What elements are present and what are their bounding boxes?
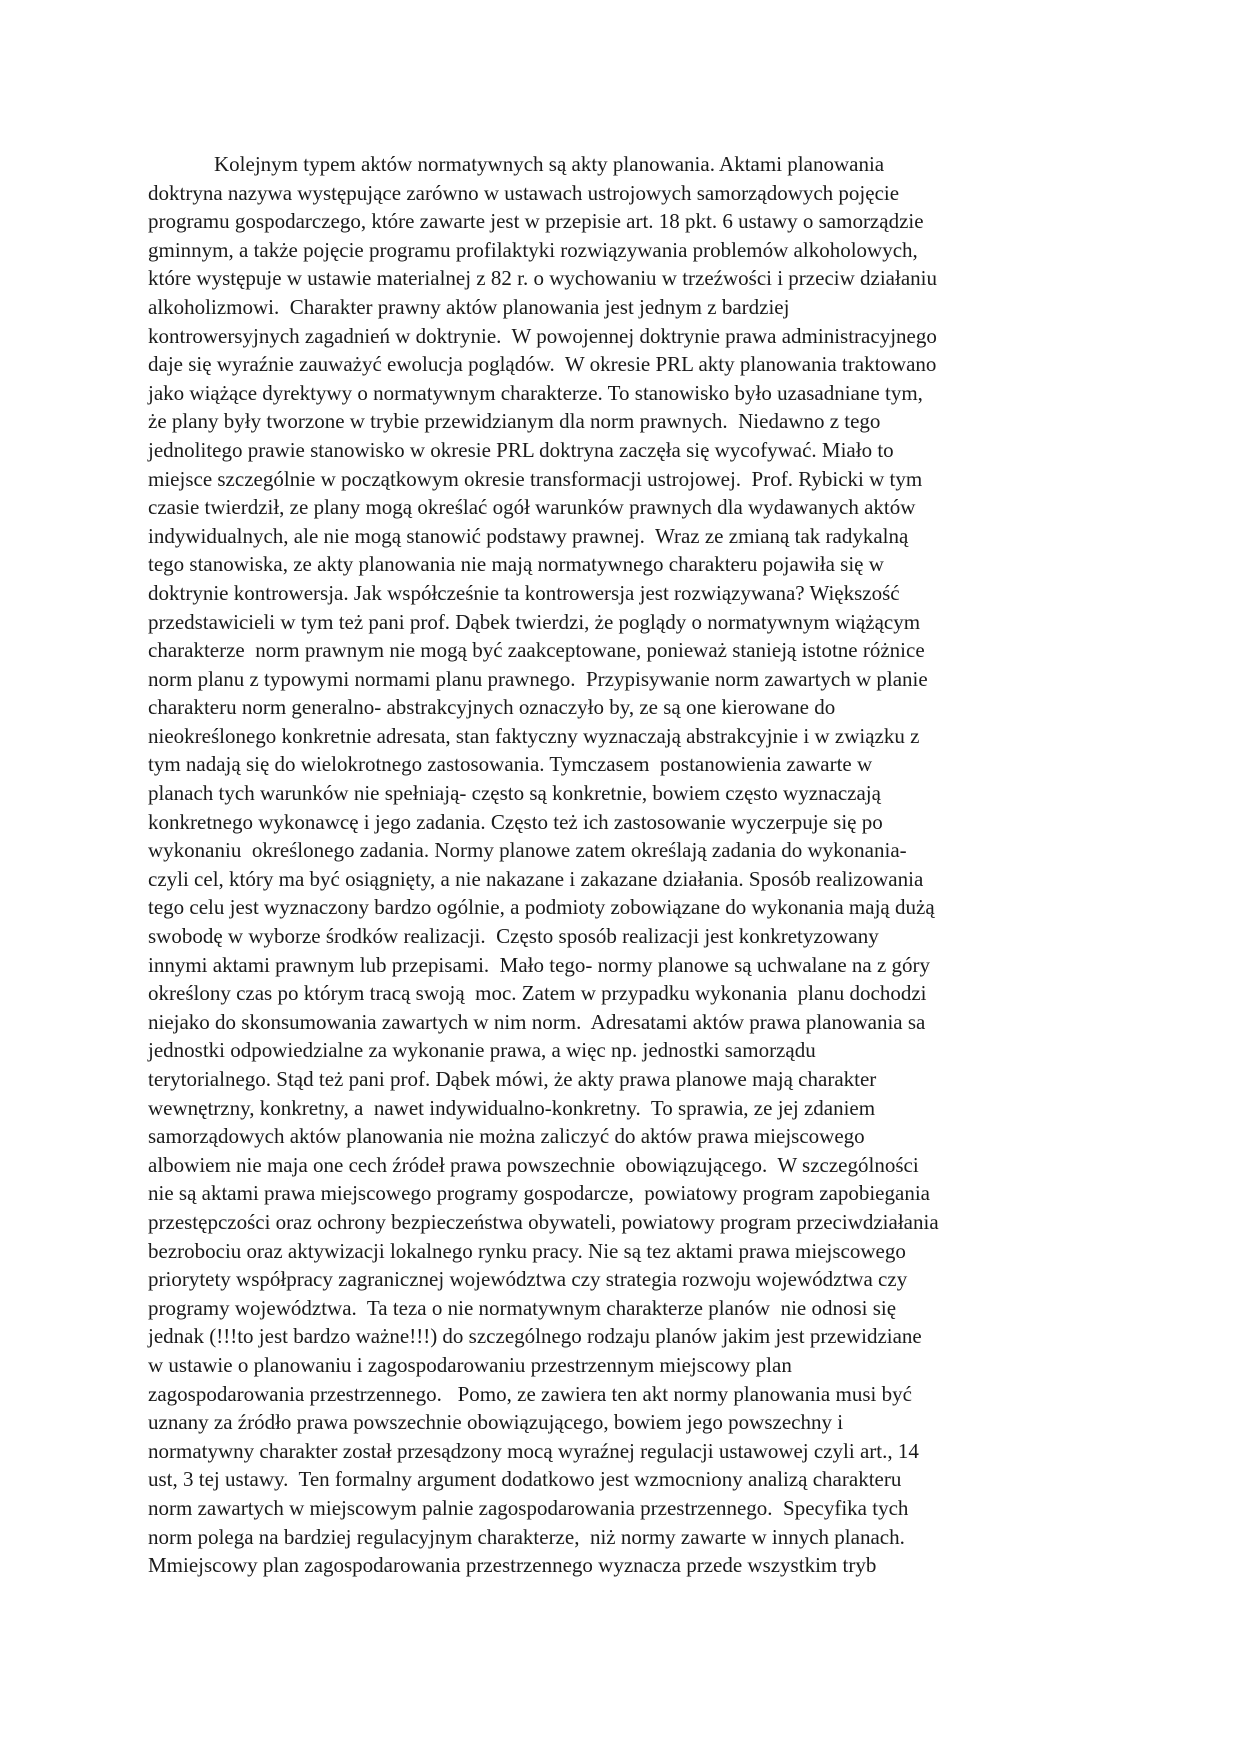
- text-line: miejsce szczególnie w początkowym okresie transformacji ustrojowej. Prof. Rybicki w tym: [148, 466, 923, 491]
- text-line: przestępczości oraz ochrony bezpieczeństwa obywateli, powiatowy program przeciwdziałania: [148, 1209, 939, 1234]
- text-line: programu gospodarczego, które zawarte jest w przepisie art. 18 pkt. 6 ustawy o samorządzie: [148, 209, 924, 234]
- text-line: jednostki odpowiedzialne za wykonanie prawa, a więc np. jednostki samorządu: [148, 1038, 816, 1063]
- text-line: nie są aktami prawa miejscowego programy gospodarcze, powiatowy program zapobiegania: [148, 1181, 930, 1206]
- text-line: innymi aktami prawnym lub przepisami. Mało tego- normy planowe są uchwalane na z góry: [148, 952, 931, 977]
- text-line: wewnętrzny, konkretny, a nawet indywidualno-konkretny. To sprawia, ze jej zdaniem: [148, 1095, 876, 1120]
- text-line: tego celu jest wyznaczony bardzo ogólnie, a podmioty zobowiązane do wykonania mają dużą: [148, 895, 935, 920]
- text-line: albowiem nie maja one cech źródeł prawa powszechnie obowiązującego. W szczególności: [148, 1152, 919, 1177]
- text-line: norm zawartych w miejscowym palnie zagospodarowania przestrzennego. Specyfika tych: [148, 1495, 909, 1520]
- text-line: doktrynie kontrowersja. Jak współcześnie ta kontrowersja jest rozwiązywana? Większość: [148, 580, 900, 605]
- text-line: tym nadają się do wielokrotnego zastosowania. Tymczasem postanowienia zawarte w: [148, 752, 873, 777]
- text-line: swobodę w wyborze środków realizacji. Często sposób realizacji jest konkretyzowany: [148, 924, 879, 949]
- text-line: daje się wyraźnie zauważyć ewolucja poglądów. W okresie PRL akty planowania traktowano: [148, 352, 937, 377]
- text-line: Kolejnym typem aktów normatywnych są akty planowania. Aktami planowania: [214, 152, 885, 176]
- text-line: priorytety współpracy zagranicznej województwa czy strategia rozwoju województwa czy: [148, 1267, 908, 1292]
- text-line: niejako do skonsumowania zawartych w nim norm. Adresatami aktów prawa planowania sa: [148, 1009, 926, 1034]
- text-line: norm planu z typowymi normami planu prawnego. Przypisywanie norm zawartych w planie: [148, 666, 928, 691]
- text-line: bezrobociu oraz aktywizacji lokalnego rynku pracy. Nie są tez aktami prawa miejscowego: [148, 1238, 906, 1263]
- text-line: gminnym, a także pojęcie programu profilaktyki rozwiązywania problemów alkoholowych,: [148, 237, 918, 262]
- text-line: charakterze norm prawnym nie mogą być zaakceptowane, ponieważ stanieją istotne różnice: [148, 638, 925, 663]
- text-line: które występuje w ustawie materialnej z 82 r. o wychowaniu w trzeźwości i przeciw działaniu: [148, 266, 937, 291]
- text-line: ust, 3 tej ustawy. Ten formalny argument dodatkowo jest wzmocniony analizą charakteru: [148, 1467, 902, 1492]
- text-line: zagospodarowania przestrzennego. Pomo, ze zawiera ten akt normy planowania musi być: [148, 1381, 912, 1406]
- text-line: charakteru norm generalno- abstrakcyjnych oznaczyło by, ze są one kierowane do: [148, 695, 836, 720]
- text-line: przedstawicieli w tym też pani prof. Dąbek twierdzi, że poglądy o normatywnym wiążącym: [148, 609, 921, 634]
- text-line: Mmiejscowy plan zagospodarowania przestrzennego wyznacza przede wszystkim tryb: [148, 1553, 877, 1578]
- text-line: norm polega na bardziej regulacyjnym charakterze, niż normy zawarte w innych planach.: [148, 1524, 905, 1549]
- text-line: tego stanowiska, ze akty planowania nie mają normatywnego charakteru pojawiła się w: [148, 552, 884, 577]
- text-line: określony czas po którym tracą swoją moc. Zatem w przypadku wykonania planu dochodzi: [148, 981, 927, 1006]
- text-line: terytorialnego. Stąd też pani prof. Dąbek mówi, że akty prawa planowe mają charakter: [148, 1067, 877, 1091]
- text-line: nieokreślonego konkretnie adresata, stan faktyczny wyznaczają abstrakcyjnie i w związku z: [148, 723, 920, 748]
- text-line: jednolitego prawie stanowisko w okresie PRL doktryna zaczęła się wycofywać. Miało to: [148, 437, 894, 462]
- text-line: normatywny charakter został przesądzony mocą wyraźnej regulacji ustawowej czyli art., 14: [148, 1438, 919, 1463]
- text-line: w ustawie o planowaniu i zagospodarowaniu przestrzennym miejscowy plan: [148, 1352, 792, 1377]
- body-text: [148, 150, 1098, 1580]
- text-line: konkretnego wykonawcę i jego zadania. Często też ich zastosowanie wyczerpuje się po: [148, 809, 883, 834]
- text-line: wykonaniu określonego zadania. Normy planowe zatem określają zadania do wykonania-: [148, 838, 907, 863]
- text-line: doktryna nazywa występujące zarówno w ustawach ustrojowych samorządowych pojęcie: [148, 180, 900, 205]
- text-line: programy województwa. Ta teza o nie normatywnym charakterze planów nie odnosi się: [148, 1295, 897, 1320]
- text-line: jednak (!!!to jest bardzo ważne!!!) do szczególnego rodzaju planów jakim jest przewidziane: [148, 1324, 922, 1349]
- text-line: że plany były tworzone w trybie przewidzianym dla norm prawnych. Niedawno z tego: [148, 409, 881, 434]
- text-line: jako wiążące dyrektywy o normatywnym charakterze. To stanowisko było uzasadniane tym,: [148, 380, 923, 405]
- text-line: planach tych warunków nie spełniają- często są konkretnie, bowiem często wyznaczają: [148, 781, 881, 806]
- text-line: kontrowersyjnych zagadnień w doktrynie. W powojennej doktrynie prawa administracyjnego: [148, 323, 937, 348]
- text-line: czyli cel, który ma być osiągnięty, a nie nakazane i zakazane działania. Sposób realizowania: [148, 866, 924, 891]
- text-line: indywidualnych, ale nie mogą stanowić podstawy prawnej. Wraz ze zmianą tak radykalną: [148, 523, 909, 548]
- text-line: samorządowych aktów planowania nie można zaliczyć do aktów prawa miejscowego: [148, 1124, 865, 1149]
- text-line: czasie twierdził, ze plany mogą określać ogół warunków prawnych dla wydawanych aktów: [148, 495, 916, 520]
- text-line: alkoholizmowi. Charakter prawny aktów planowania jest jednym z bardziej: [148, 294, 790, 319]
- text-line: uznany za źródło prawa powszechnie obowiązującego, bowiem jego powszechny i: [148, 1410, 844, 1435]
